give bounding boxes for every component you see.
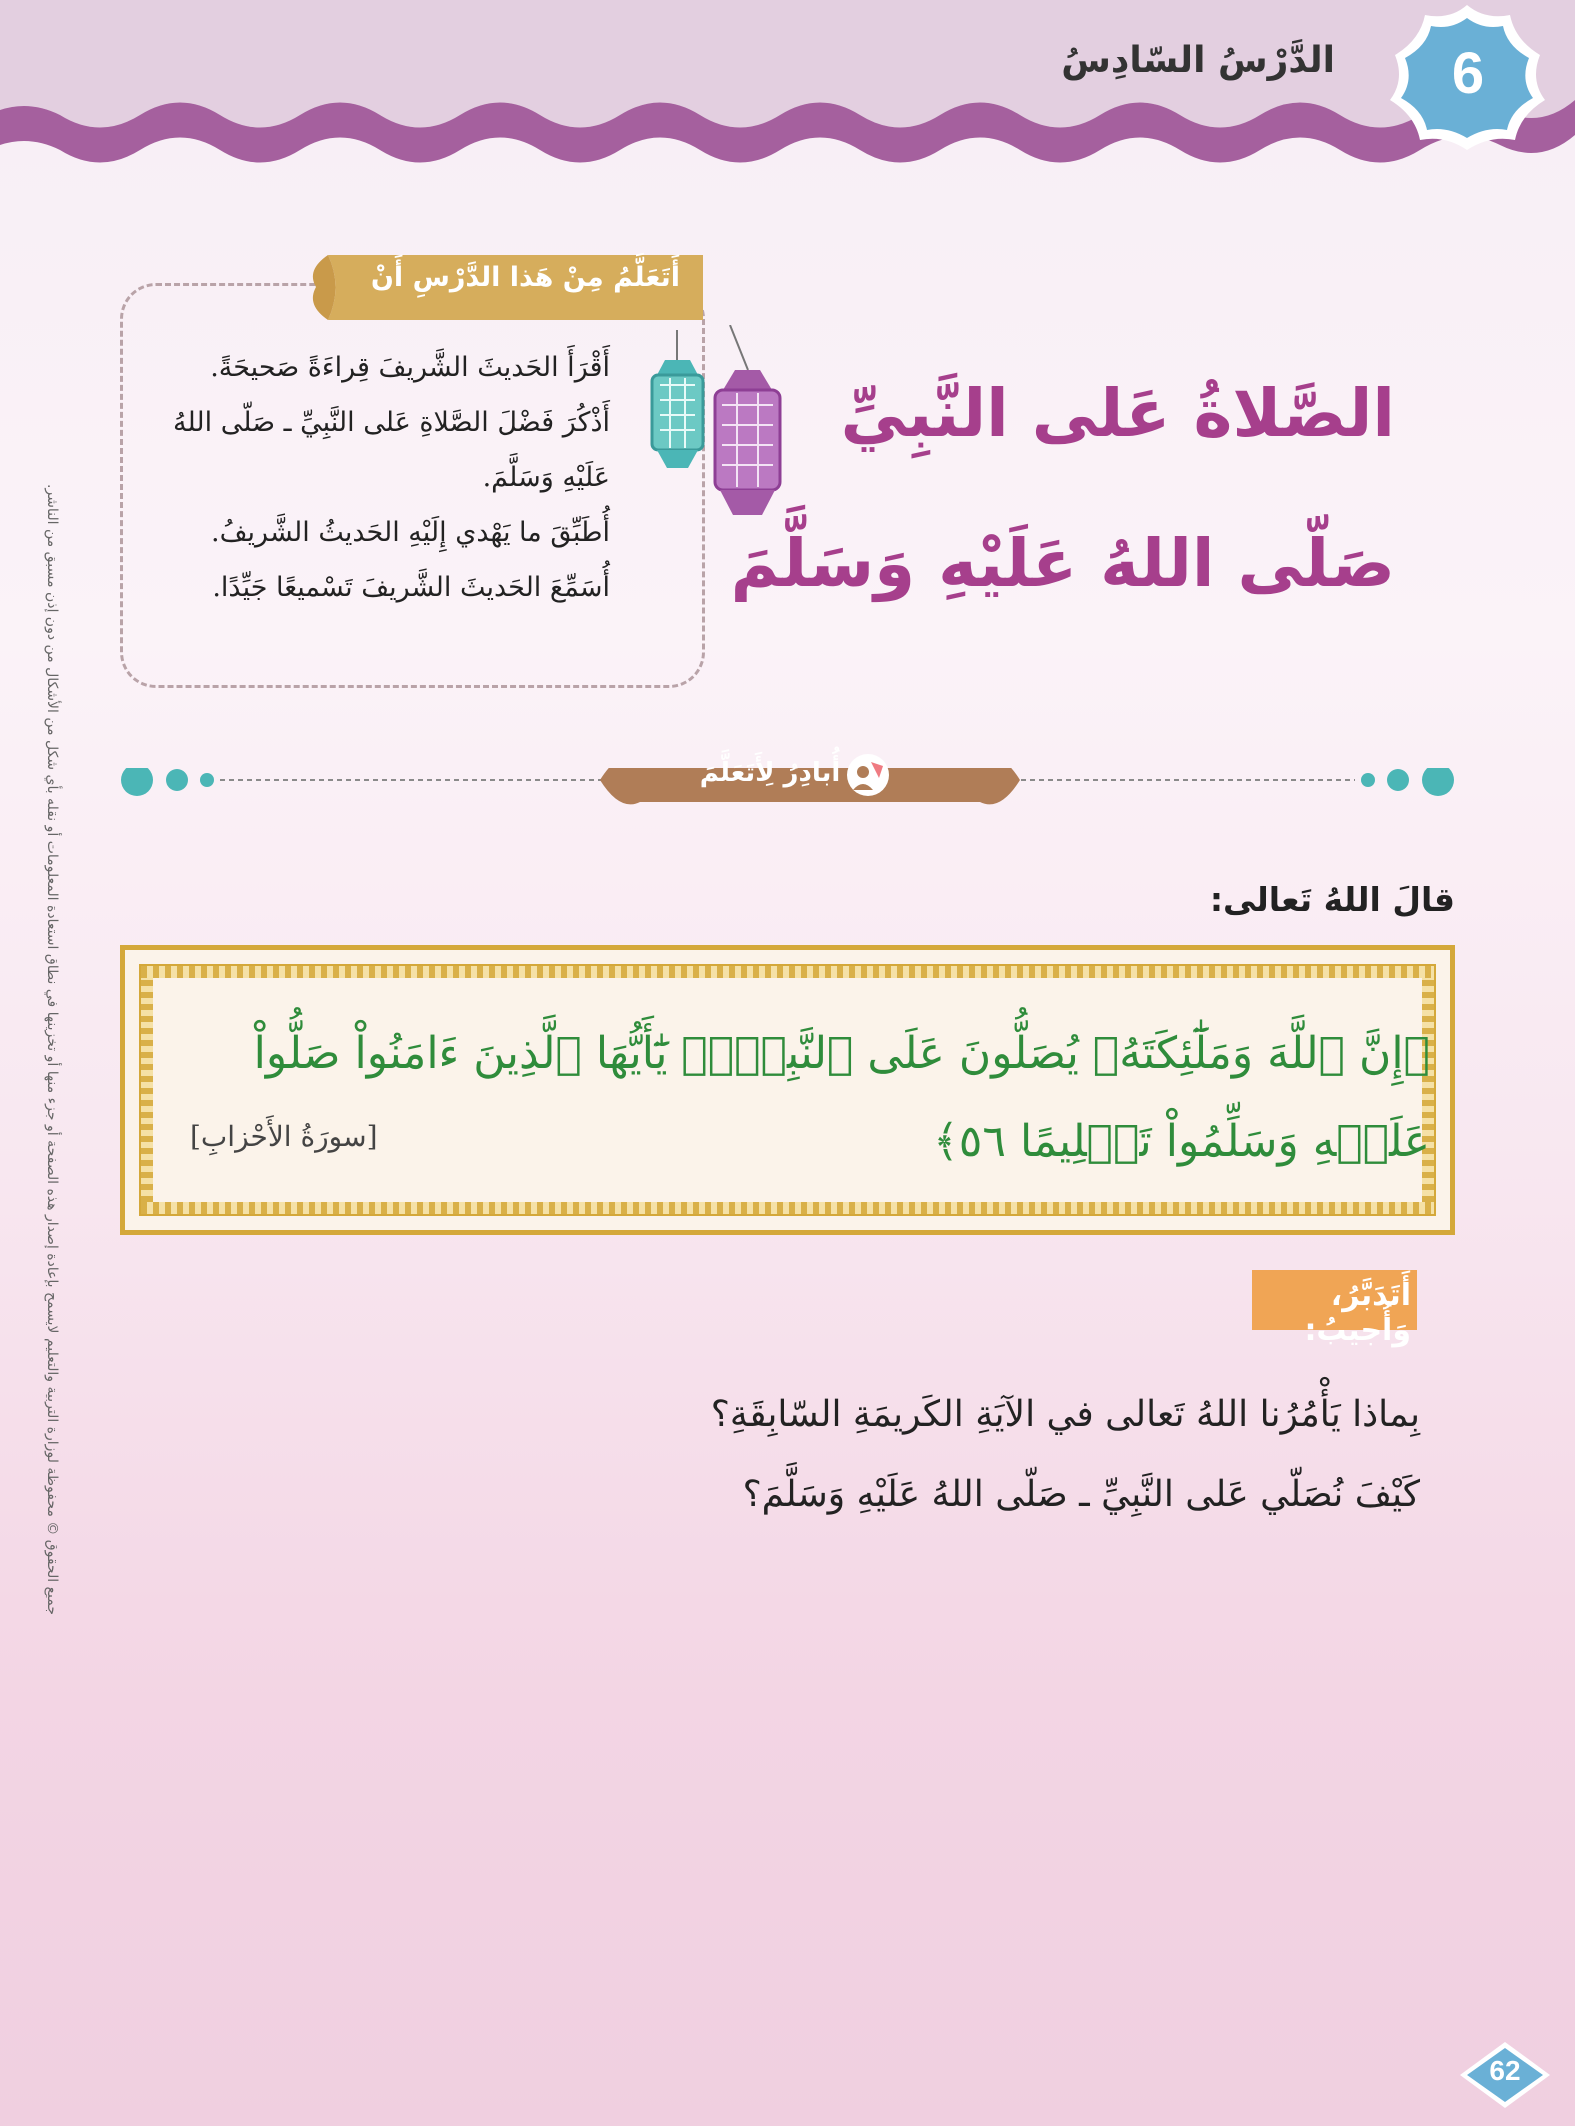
objectives-list xyxy=(150,340,610,615)
section-label: أُبادِرُ لِأَتَعَلَّمَ xyxy=(699,758,841,788)
verse-intro: قالَ اللهُ تَعالى: xyxy=(1209,880,1455,919)
objectives-heading: أَتَعَلَّمُ مِنْ هَذا الدَّرْسِ أَنْ xyxy=(370,262,680,293)
lesson-number: 6 xyxy=(1451,41,1485,106)
question-item: كَيْفَ نُصَلّي عَلى النَّبِيِّ ـ صَلّى اللهُ عَلَيْهِ وَسَلَّمَ؟ xyxy=(742,1474,1420,1515)
objective-item: أُطَبِّقَ ما يَهْدي إِلَيْهِ الحَديثُ الشَّريفُ. xyxy=(211,517,610,548)
lesson-label: الدَّرْسُ السّادِسُ xyxy=(1061,40,1335,81)
objective-item: أَذْكُرَ فَضْلَ الصَّلاةِ عَلى النَّبِيِّ ـ صَلّى اللهُ عَلَيْهِ وَسَلَّمَ. xyxy=(172,407,610,493)
header-wave-band xyxy=(0,0,1575,200)
copyright-notice: جميع الحقوق © محفوظة لوزارة التربية والتعليم لايسمح بإعادة إصدار هذه الصفحة أو جزء منها أو تخزينها في نطاق استعادة المعلومات أو نقله بأي شكل من الأشكال من دون إذن مسبق من الناشر. xyxy=(44,484,60,1615)
quran-verse: ﴿إِنَّ ٱللَّهَ وَمَلَٰٓئِكَتَهُۥ يُصَلُّونَ عَلَى ٱلنَّبِيِّۚ يَٰٓأَيُّهَا ٱلَّذِينَ ءَامَنُواْ صَلُّواْ عَلَيۡهِ وَسَلِّمُواْ تَسۡلِيمًا ٥٦﴾ xyxy=(253,1028,1430,1167)
question-item: بِماذا يَأْمُرُنا اللهُ تَعالى في الآيَةِ الكَريمَةِ السّابِقَةِ؟ xyxy=(710,1394,1420,1435)
questions-list xyxy=(520,1375,1420,1535)
objective-item: أُسَمِّعَ الحَديثَ الشَّريفَ تَسْميعًا جَيِّدًا. xyxy=(212,572,610,603)
lesson-title-line1: الصَّلاةُ عَلى النَّبِيِّ xyxy=(840,375,1395,452)
verse-source: [سورَةُ الأَحْزابِ] xyxy=(190,1120,378,1153)
reflect-label: أَتَدَبَّرُ، وَأُجيبُ: xyxy=(1304,1278,1411,1348)
page-number: 62 xyxy=(1489,2055,1521,2086)
lesson-title-line2: صَلّى اللهُ عَلَيْهِ وَسَلَّمَ xyxy=(730,525,1395,602)
objective-item: أَقْرَأَ الحَديثَ الشَّريفَ قِراءَةً صَحيحَةً. xyxy=(210,352,610,383)
